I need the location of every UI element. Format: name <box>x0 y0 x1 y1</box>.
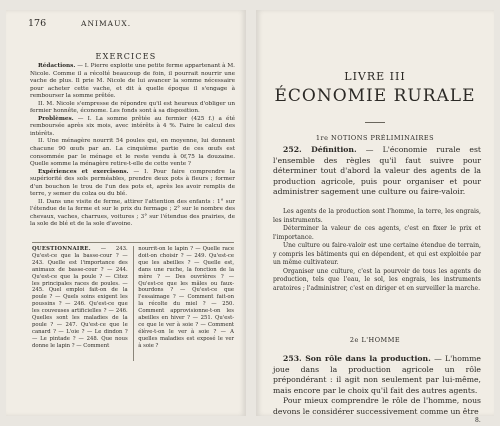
paragraph-text: — L'économie rurale est l'ensemble des règles qu'il faut suivre pour déterminer tout d'abord la valeur des agents de la production agricole, puis pour organiser et pour administrer sagement une culture ou faire-valoir. <box>273 145 481 197</box>
section-title-homme: 2e L'HOMME <box>349 336 401 344</box>
questionnaire-column-1 <box>32 246 128 361</box>
section-title-exercices: EXERCICES <box>95 52 157 61</box>
definition-paragraph <box>273 145 481 198</box>
paragraph-text: — L'homme joue dans la production agricole un rôle prépondérant : il agit non seulement par lui-même, mais encore par le choix qu'il fait des autres agents. <box>273 354 481 395</box>
running-head: ANIMAUX. <box>81 19 132 28</box>
paragraph-text: II. M. Nicole s'empresse de répondre qu'il est heureux d'obliger un fermier honnête, économe. Les fonds sont à sa disposition. <box>30 100 235 115</box>
paragraph: Déterminer la valeur de ces agents, c'est en fixer le prix et l'importance. <box>273 225 481 241</box>
book-part-title: LIVRE III <box>344 70 406 83</box>
signature-mark: 8. <box>475 417 481 424</box>
role-paragraph <box>273 354 481 418</box>
section-title-notions: 1re NOTIONS PRÉLIMINAIRES <box>315 134 435 142</box>
questionnaire-text <box>32 246 128 350</box>
paragraph-text: — I. Pour faire comprendre la supériorité des sols perméables, prendre deux pots à fleurs ; former d'un bouchon le trou de l'un des pots et, après les avoir remplis de terre, y semer du colza ou du blé. <box>30 168 235 198</box>
paragraph: Une culture ou faire-valoir est une certaine étendue de terrain, y compris les bâtiments qui en dépendent, et qui est exploitée par un même cultivateur. <box>273 242 481 266</box>
paragraph-label: 252. Définition. <box>283 145 357 154</box>
questionnaire <box>32 242 234 361</box>
column-divider <box>133 246 134 361</box>
questionnaire-questions: — 243. Qu'est-ce que la basse-cour ? — 243. Quelle est l'importance des animaux de basse-cour ? — 244. Qu'est-ce que la poule ? — Citez les principales races de poules. — 245. Quel emploi fait-on de la poule ? — Quels soins exigent les poussins ? — 246. Qu'est-ce que les couveuses artificielles ? — 246. Quelles sont les maladies de la poule ? — 247. Qu'est-ce que le canard ? — L'oie ? — Le dindon ? — Le pintade ? — 248. Que nous donne le lapin ? — Comment <box>32 246 128 349</box>
paragraph-label: Expériences et exercisons. <box>38 168 129 175</box>
paragraph <box>273 145 481 198</box>
page-number: 176 <box>28 18 47 29</box>
paragraph-text: — I. Pierre exploite une petite ferme appartenant à M. Nicole. Comme il a récolté beaucoup de foin, il pourrait nourrir une vache de plus. Il prie M. Nicole de lui avancer la somme nécessaire pour acheter cette vache, et dit à quelle époque il s'engage à rembourser la somme prêtée. <box>30 63 235 100</box>
questionnaire-questions: nourrit-on le lapin ? — Quelle race doit-on choisir ? — 249. Qu'est-ce que les abeilles ? — Quelle est, dans une ruche, la fonction de la mère ? — Des ouvrières ? — Qu'est-ce que les mâles ou faux-bourdons ? — Qu'est-ce que l'essaimage ? — Comment fait-on la récolte du miel ? — 250. Comment approvisionne-t-on les abeilles en hiver ? — 251. Qu'est-ce que le ver à soie ? — Comment élève-t-on le ver à soie ? — A quelles maladies est exposé le ver à soie ? <box>138 246 234 349</box>
paragraph-text: — I. La somme prêtée au fermier (425 f.) a été remboursée après six mois, avec intérêts à 4 %. Faire le calcul des intérêts. <box>30 115 235 137</box>
paragraph <box>30 116 235 139</box>
questionnaire-column-2 <box>138 246 234 361</box>
paragraph: Organiser une culture, c'est la pourvoir de tous les agents de production, tels que l'eau, le sol, les engrais, les instruments aratoires ; l'administrer, c'est en diriger et en surveiller la marche. <box>273 267 481 292</box>
paragraph-text: II. Dans une visite de ferme, attirer l'attention des enfants : 1° sur l'étendue de la ferme et sur le prix du fermage ; 2° sur le nombre des chevaux, vaches, charrues, voitures ; 3° sur l'étendue des prairies, de la sole de blé et de la sole d'avoine. <box>30 198 235 228</box>
paragraph <box>30 138 235 168</box>
exercises-body <box>30 63 235 229</box>
paragraph: Pour mieux comprendre le rôle de l'homme, nous devons le considérer successivement comme un être <box>273 396 481 416</box>
questionnaire-title: QUESTIONNAIRE. <box>32 246 91 252</box>
paragraph <box>30 63 235 101</box>
paragraph <box>30 169 235 199</box>
page-header <box>28 18 234 29</box>
title-rule <box>365 122 385 123</box>
paragraph-label: Rédactions. <box>38 63 76 69</box>
paragraph <box>30 101 235 116</box>
notes-block <box>273 208 481 293</box>
paragraph-label: Problèmes. <box>38 115 74 122</box>
paragraph <box>30 199 235 229</box>
paragraph <box>273 354 481 396</box>
chapter-title: ÉCONOMIE RURALE <box>274 86 476 106</box>
right-page <box>256 10 494 424</box>
left-page <box>6 10 246 416</box>
paragraph: Les agents de la production sont l'homme, la terre, les engrais, les instruments. <box>273 208 481 224</box>
paragraph-text: II. Une ménagère nourrit 54 poules qui, en moyenne, lui donnent chacune 90 œufs par an. La cinquième partie de ces œufs est consommée par le ménage et le reste vendu à 0f,75 la douzaine. Quelle somme la ménagère retire-t-elle de cette vente ? <box>30 138 235 168</box>
paragraph-label: 253. Son rôle dans la production. <box>283 354 431 363</box>
